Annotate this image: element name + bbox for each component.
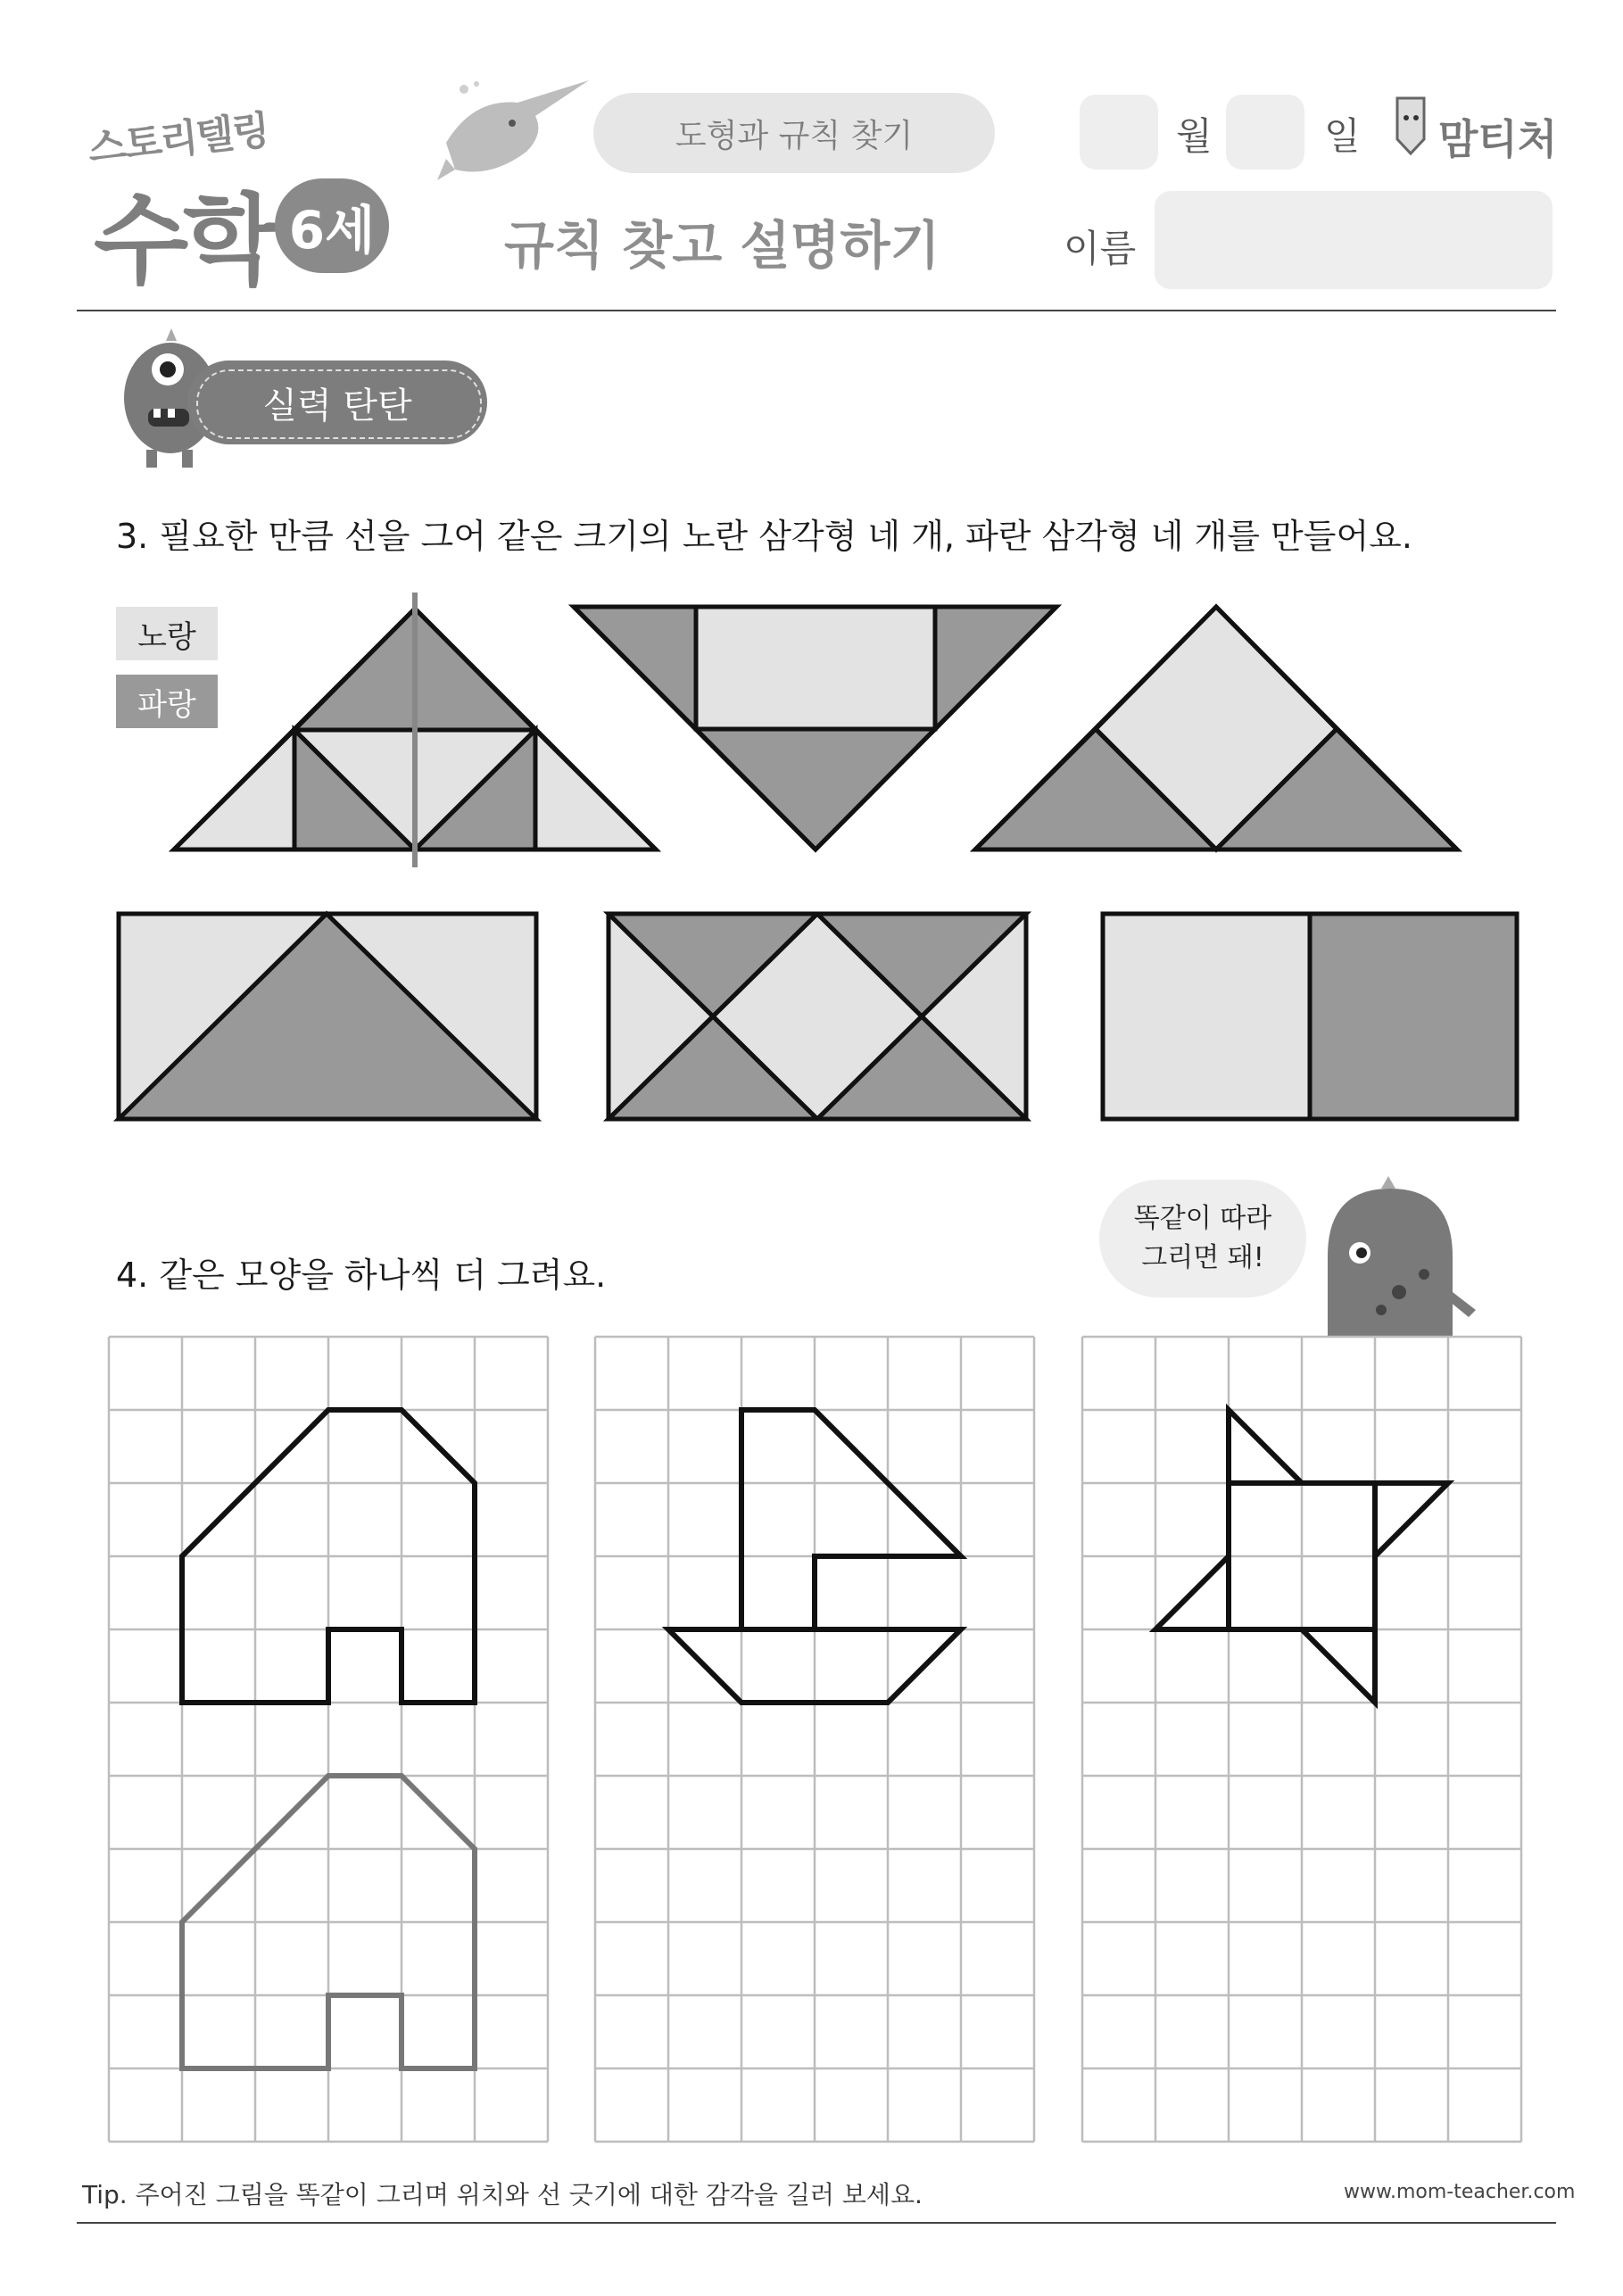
q3-prompt: 3. 필요한 만큼 선을 그어 같은 크기의 노란 삼각형 네 개, 파란 삼각형 네 개를 만들어요. (116, 517, 1412, 556)
series-top-label: 스토리텔링 (86, 107, 271, 172)
worksheet-title: 규칙 찾고 설명하기 (504, 215, 940, 276)
footer-tip: Tip. 주어진 그림을 똑같이 그리며 위치와 선 긋기에 대한 감각을 길러 보세요. (82, 2180, 923, 2209)
age-badge: 6세 (275, 178, 389, 273)
q4-prompt: 4. 같은 모양을 하나씩 더 그려요. (116, 1256, 607, 1295)
section-badge: 실력 탄탄 (187, 361, 487, 444)
footer-url: www.mom-teacher.com (1344, 2181, 1576, 2203)
name-label: 이름 (1064, 227, 1137, 270)
month-label: 월 (1176, 114, 1213, 158)
legend-yellow-swatch: 노랑 (116, 607, 218, 660)
footer-divider (77, 2222, 1556, 2224)
series-main-label: 수학 (94, 184, 273, 298)
brand-logo: 맘티처 (1438, 115, 1558, 163)
day-label: 일 (1324, 114, 1361, 158)
topic-pill: 도형과 규칙 찾기 (593, 93, 995, 173)
legend-blue-swatch: 파랑 (116, 675, 218, 728)
bubble-line-2: 그리면 돼! (1141, 1242, 1264, 1273)
bubble-line-1: 똑같이 따라 (1133, 1203, 1272, 1234)
